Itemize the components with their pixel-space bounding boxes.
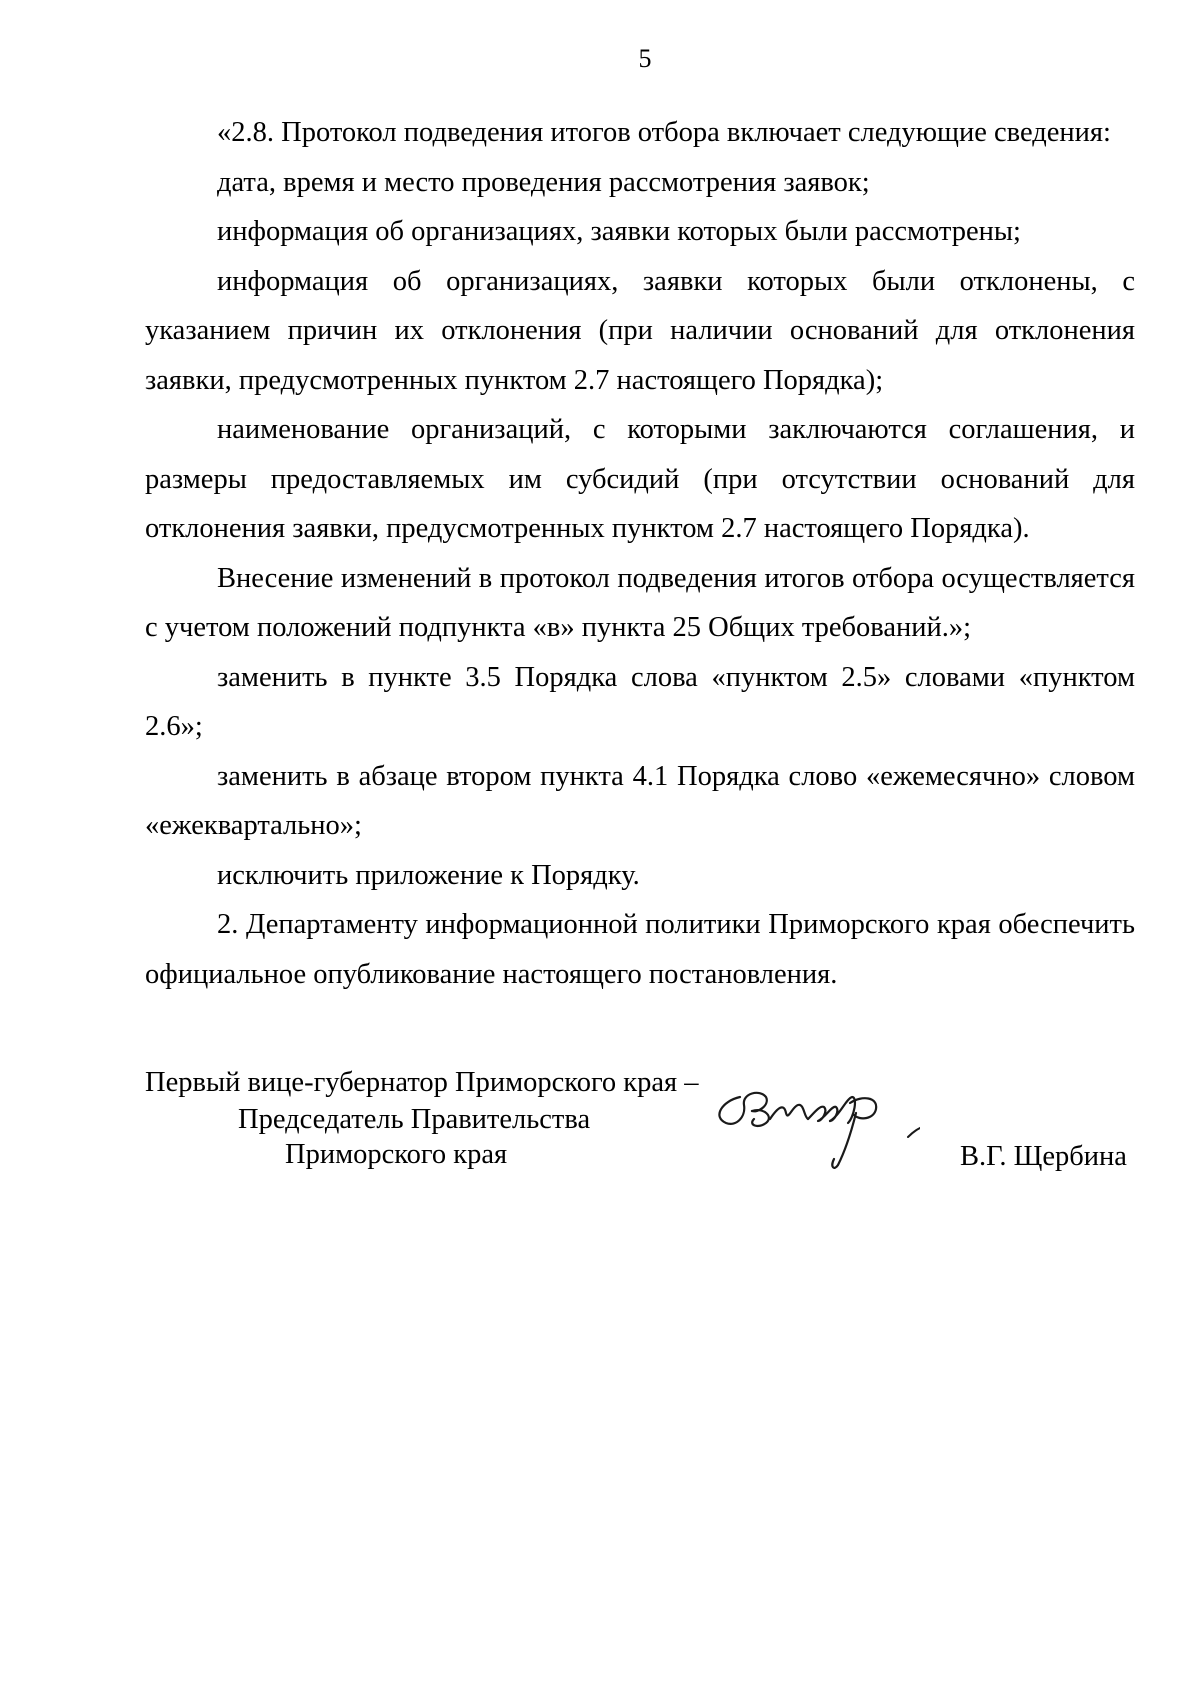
paragraph-protocol-changes: Внесение изменений в протокол подведения итогов отбора осуществляется с учетом положений подпункта «в» пункта 25 Общих требований.»;	[145, 562, 1135, 643]
signatory-name: В.Г. Щербина	[960, 1141, 1127, 1172]
paragraph-reviewed-organizations: информация об организациях, заявки которых были рассмотрены;	[217, 216, 1021, 247]
paragraph-publication-order: 2. Департаменту информационной политики Приморского края обеспечить официальное опубликование настоящего постановления.	[145, 909, 1135, 990]
paragraph-date-time-place: дата, время и место проведения рассмотрения заявок;	[217, 166, 870, 198]
page-number: 5	[638, 44, 652, 73]
paragraph-replace-clause-3-5: заменить в пункте 3.5 Порядка слова «пунктом 2.5» словами «пунктом 2.6»;	[145, 661, 1135, 742]
handwritten-signature-icon	[700, 1067, 920, 1177]
signatory-title-line-1: Первый вице-губернатор Приморского края –	[145, 1067, 699, 1098]
signatory-title-line-2: Председатель Правительства	[238, 1104, 591, 1135]
paragraph-replace-clause-4-1: заменить в абзаце втором пункта 4.1 Порядка слово «ежемесячно» словом «ежеквартально»;	[145, 760, 1135, 841]
signatory-title-line-3: Приморского края	[285, 1139, 508, 1170]
paragraph-agreement-organizations: наименование организаций, с которыми заключаются соглашения, и размеры предоставляемых им субсидий (при отсутствии оснований для отклонения заявки, предусмотренных пунктом 2.7 настоящего Порядка).	[145, 414, 1135, 544]
document-body	[145, 108, 1135, 999]
paragraph-exclude-appendix: исключить приложение к Порядку.	[217, 859, 640, 891]
paragraph-rejected-organizations: информация об организациях, заявки которых были отклонены, с указанием причин их отклонения (при наличии оснований для отклонения заявки, предусмотренных пунктом 2.7 настоящего Порядка);	[145, 265, 1135, 396]
paragraph-protocol-intro: «2.8. Протокол подведения итогов отбора включает следующие сведения:	[217, 117, 1111, 148]
signature-block	[145, 1065, 1135, 1205]
